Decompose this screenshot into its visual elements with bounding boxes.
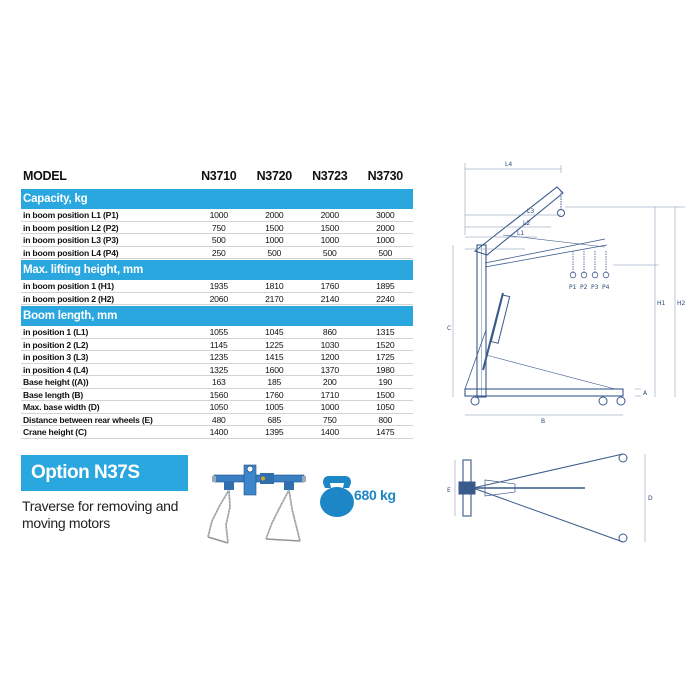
row-label: in position 3 (L3) <box>23 352 89 362</box>
option-title: Option N37S <box>21 455 188 491</box>
table-row <box>21 389 413 402</box>
traverse-image <box>200 455 315 555</box>
row-value: 2240 <box>376 293 395 304</box>
section-header: Boom length, mm <box>21 306 413 326</box>
point-label-p3: P3 <box>591 284 599 291</box>
row-value: 1030 <box>320 339 339 350</box>
model-name: N3710 <box>201 169 237 183</box>
row-value: 1810 <box>265 281 284 291</box>
row-value: 1145 <box>209 339 228 350</box>
row-value: 1000 <box>209 210 228 220</box>
row-value: 1370 <box>320 364 339 375</box>
table-row <box>21 293 413 306</box>
dim-label-l3: L3 <box>527 208 535 215</box>
crane-side-view-drawing <box>445 155 690 430</box>
dim-label-e: E <box>447 487 451 494</box>
table-row <box>21 209 413 222</box>
row-value: 1395 <box>265 427 284 437</box>
model-name: N3723 <box>312 169 348 183</box>
row-value: 1600 <box>265 364 284 375</box>
row-value: 1000 <box>376 235 395 245</box>
row-value: 1000 <box>320 235 339 245</box>
row-value: 1325 <box>209 364 228 375</box>
row-value: 2000 <box>376 222 395 233</box>
row-label: Base length (B) <box>23 389 84 400</box>
row-label: in position 2 (L2) <box>23 339 89 350</box>
point-label-p2: P2 <box>580 284 588 291</box>
table-header <box>21 164 413 188</box>
row-value: 1315 <box>376 327 395 337</box>
table-row <box>21 351 413 364</box>
row-label: in boom position 1 (H1) <box>23 281 114 291</box>
row-value: 1000 <box>265 235 284 245</box>
row-value: 750 <box>211 222 226 233</box>
row-value: 750 <box>322 414 337 425</box>
row-value: 1520 <box>376 339 395 350</box>
table-row <box>21 401 413 414</box>
chain-icon <box>208 490 300 543</box>
row-value: 1050 <box>209 402 228 412</box>
dim-label-h2: H2 <box>677 300 686 307</box>
row-value: 1500 <box>376 389 395 400</box>
model-header: MODEL <box>23 169 67 183</box>
dim-label-a: A <box>643 390 648 397</box>
spec-table <box>21 164 413 439</box>
table-row <box>21 364 413 377</box>
dim-label-c: C <box>447 325 452 332</box>
row-value: 500 <box>267 247 282 258</box>
row-value: 1980 <box>376 364 395 375</box>
row-value: 1500 <box>320 222 339 233</box>
row-value: 185 <box>267 377 282 387</box>
dim-label-h1: H1 <box>657 300 666 307</box>
row-value: 1005 <box>265 402 284 412</box>
dim-label-l1: L1 <box>517 230 525 237</box>
table-row <box>21 247 413 260</box>
model-name: N3730 <box>367 169 403 183</box>
dim-label-l2: L2 <box>523 220 531 227</box>
weight-label: 680 kg <box>354 487 396 503</box>
section-header: Max. lifting height, mm <box>21 260 413 280</box>
row-value: 1895 <box>376 281 395 291</box>
row-value: 500 <box>322 247 337 258</box>
row-value: 2060 <box>209 293 228 304</box>
table-row <box>21 376 413 389</box>
row-value: 2170 <box>265 293 284 304</box>
row-value: 1500 <box>265 222 284 233</box>
table-row <box>21 280 413 293</box>
row-value: 1000 <box>320 402 339 412</box>
crane-top-view-drawing <box>445 450 690 560</box>
row-value: 860 <box>322 327 337 337</box>
row-value: 1760 <box>265 389 284 400</box>
row-label: Crane height (C) <box>23 427 87 437</box>
row-value: 1560 <box>209 389 228 400</box>
row-value: 1045 <box>265 327 284 337</box>
table-row <box>21 339 413 352</box>
row-value: 2000 <box>265 210 284 220</box>
row-value: 2000 <box>320 210 339 220</box>
row-label: in boom position L1 (P1) <box>23 210 119 220</box>
row-value: 1415 <box>265 352 284 362</box>
row-value: 1225 <box>265 339 284 350</box>
table-row <box>21 326 413 339</box>
row-label: in position 4 (L4) <box>23 364 89 375</box>
row-value: 1235 <box>209 352 228 362</box>
row-value: 1935 <box>209 281 228 291</box>
row-value: 1400 <box>209 427 228 437</box>
row-value: 190 <box>378 377 393 387</box>
table-row <box>21 234 413 247</box>
table-row <box>21 414 413 427</box>
row-label: in boom position L3 (P3) <box>23 235 119 245</box>
row-value: 1710 <box>320 389 339 400</box>
model-name: N3720 <box>256 169 292 183</box>
row-value: 1055 <box>209 327 228 337</box>
section-header: Capacity, kg <box>21 189 413 209</box>
table-row <box>21 222 413 235</box>
dim-label-l4: L4 <box>505 161 513 168</box>
row-value: 250 <box>211 247 226 258</box>
kettlebell-icon <box>316 472 358 518</box>
row-value: 1200 <box>320 352 339 362</box>
row-label: Distance between rear wheels (E) <box>23 414 153 425</box>
row-label: in boom position L4 (P4) <box>23 247 119 258</box>
row-value: 1725 <box>376 352 395 362</box>
row-value: 2140 <box>320 293 339 304</box>
row-label: Max. base width (D) <box>23 402 100 412</box>
dim-label-b: B <box>541 418 546 425</box>
row-label: in boom position 2 (H2) <box>23 293 114 304</box>
row-value: 480 <box>211 414 226 425</box>
row-label: in position 1 (L1) <box>23 327 89 337</box>
table-row <box>21 426 413 439</box>
option-description: Traverse for removing and moving motors <box>22 498 179 531</box>
dim-label-d: D <box>648 495 653 502</box>
row-value: 200 <box>322 377 337 387</box>
row-value: 163 <box>211 377 226 387</box>
row-label: in boom position L2 (P2) <box>23 222 119 233</box>
row-value: 3000 <box>376 210 395 220</box>
row-label: Base height ((A)) <box>23 377 89 387</box>
row-value: 685 <box>267 414 282 425</box>
row-value: 1400 <box>320 427 339 437</box>
point-label-p4: P4 <box>602 284 610 291</box>
row-value: 1760 <box>320 281 339 291</box>
table-body <box>21 189 413 439</box>
point-label-p1: P1 <box>569 284 577 291</box>
traverse-bar <box>212 465 306 495</box>
row-value: 500 <box>378 247 393 258</box>
row-value: 1475 <box>376 427 395 437</box>
row-value: 500 <box>211 235 226 245</box>
row-value: 1050 <box>376 402 395 412</box>
row-value: 800 <box>378 414 393 425</box>
